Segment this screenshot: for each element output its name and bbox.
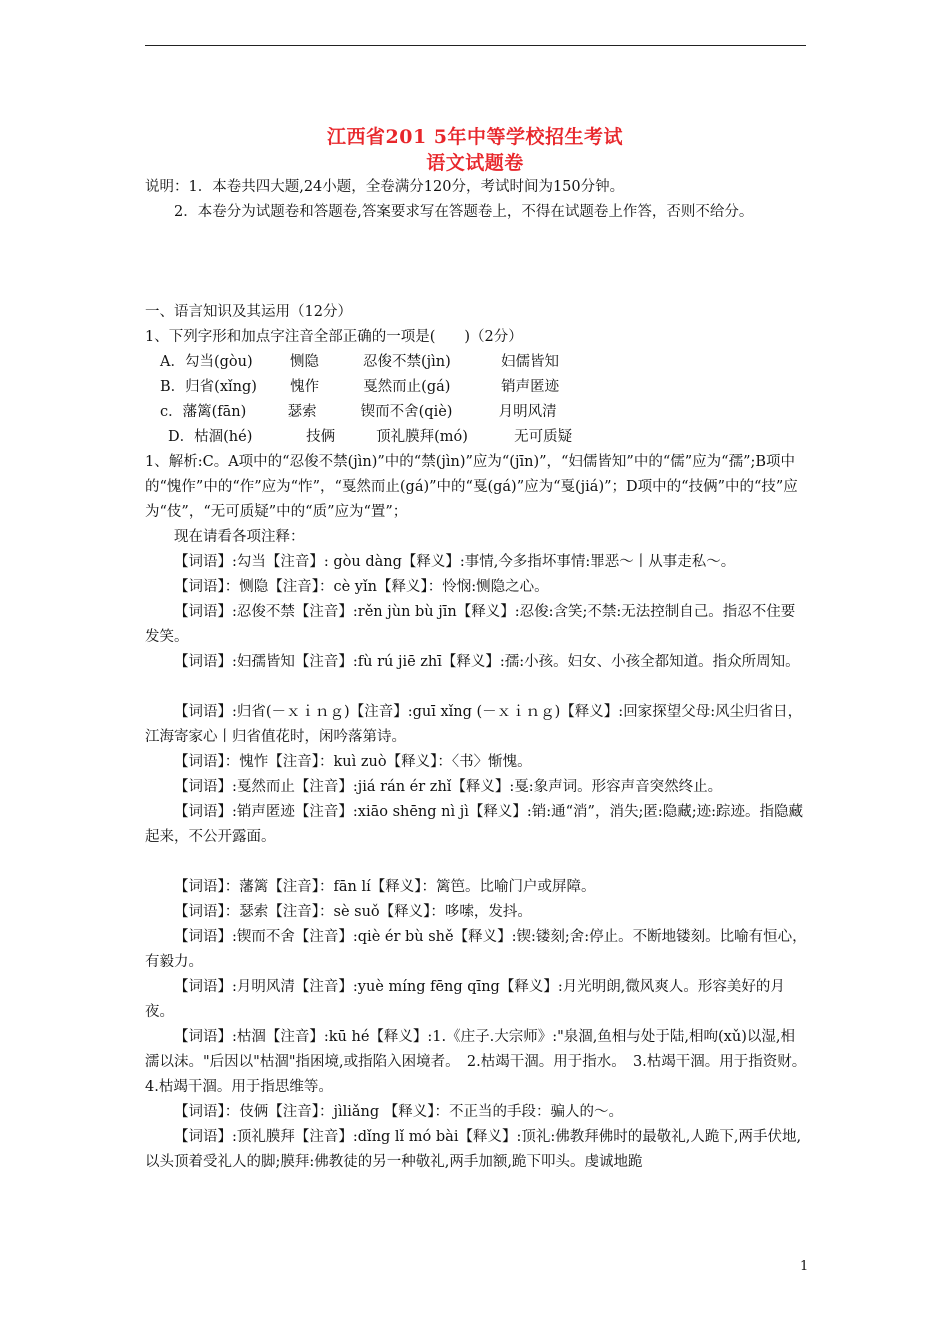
- notes-intro: 现在请看各项注释：: [174, 529, 305, 545]
- spacer: [145, 675, 807, 700]
- analysis: 1、解析:C。A项中的“忍俊不禁(jìn)”中的“禁(jìn)”应为“(jīn)”，“妇儒皆知”中的“儒”应为“孺”;B项中的“愧作”中的“作”应为“怍”，“戛然而止(gá)”中的“戛(gá)”应为“戛(jiá)”；D项中的“技俩”中的“技”应为“伎”，“无可质疑”中的“质”应为“置”；: [145, 454, 798, 520]
- note: 【词语】：藩篱【注音】：fān lí【释义】：篱笆。比喻门户或屏障。: [174, 879, 596, 895]
- note: 【词语】：愧怍【注音】：kuì zuò【释义】：〈书〉惭愧。: [174, 754, 532, 770]
- option-d[interactable]: D．枯涸(hé) 技俩 顶礼膜拜(mó) 无可质疑: [168, 429, 573, 445]
- exam-subtitle: 语文试题卷: [426, 152, 524, 174]
- intro-line-1: 说明：1．本卷共四大题,24小题，全卷满分120分，考试时间为150分钟。: [145, 179, 625, 195]
- exam-title: 江西省201 5年中等学校招生考试: [327, 126, 623, 148]
- note: 【词语】：伎俩【注音】：jìliǎng 【释义】：不正当的手段：骗人的～。: [174, 1104, 624, 1120]
- note: 【词语】:忍俊不禁【注音】:rěn jùn bù jīn【释义】:忍俊:含笑;不禁:无法控制自己。指忍不住要发笑。: [145, 604, 796, 645]
- document-body: [145, 175, 814, 1175]
- spacer: [145, 225, 807, 300]
- note: 【词语】:枯涸【注音】:kū hé【释义】:1.《庄子.大宗师》:"泉涸,鱼相与处于陆,相呴(xǔ)以湿,相濡以沫。"后因以"枯涸"指困境,或指陷入困境者。 2.枯竭干涸。用于指水。 3.枯竭干涸。用于指资财。 4.枯竭干涸。用于指思维等。: [145, 1029, 814, 1095]
- header-rule: [145, 45, 806, 46]
- note: 【词语】:归省(－ｘｉｎｇ)【注音】:guī xǐng (－ｘｉｎｇ)【释义】:回家探望父母:风尘归省日，江海寄家心丨归省值花时，闲吟落第诗。: [145, 704, 803, 745]
- intro-line-2: 2．本卷分为试题卷和答题卷,答案要求写在答题卷上，不得在试题卷上作答，否则不给分。: [174, 204, 754, 220]
- note: 【词语】:勾当【注音】: gòu dàng【释义】:事情,今多指坏事情:罪恶～丨从事走私～。: [174, 554, 736, 570]
- option-a[interactable]: A．勾当(gòu) 恻隐 忍俊不禁(jìn) 妇儒皆知: [160, 354, 559, 370]
- note: 【词语】：瑟索【注音】：sè suǒ【释义】：哆嗦，发抖。: [174, 904, 532, 920]
- note: 【词语】:妇孺皆知【注音】:fù rú jiē zhī【释义】:孺:小孩。妇女、小孩全都知道。指众所周知。: [174, 654, 800, 670]
- option-b[interactable]: B．归省(xǐng) 愧作 戛然而止(gá) 销声匿迹: [160, 379, 560, 395]
- spacer: [145, 850, 807, 875]
- page-number: 1: [800, 1259, 809, 1274]
- option-c[interactable]: c．藩篱(fān) 瑟索 锲而不舍(qiè) 月明风清: [160, 404, 557, 420]
- note: 【词语】:锲而不舍【注音】:qiè ér bù shě【释义】:锲:镂刻;舍:停止。不断地镂刻。比喻有恒心，有毅力。: [145, 929, 807, 970]
- question-1: 1、下列字形和加点字注音全部正确的一项是( )（2分）: [145, 329, 523, 345]
- section-heading: 一、语言知识及其运用（12分）: [145, 304, 352, 320]
- note: 【词语】：恻隐【注音】：cè yǐn【释义】：怜悯:恻隐之心。: [174, 579, 549, 595]
- note: 【词语】:销声匿迹【注音】:xiāo shēng nì jì【释义】:销:通“消”，消失;匿:隐藏;迹:踪迹。指隐藏起来，不公开露面。: [145, 804, 804, 845]
- note: 【词语】:顶礼膜拜【注音】:dǐng lǐ mó bài【释义】:顶礼:佛教拜佛时的最敬礼,人跪下,两手伏地,以头顶着受礼人的脚;膜拜:佛教徒的另一种敬礼,两手加额,跪下叩头。虔诚地跪: [145, 1129, 802, 1170]
- note: 【词语】:月明风清【注音】:yuè míng fēng qīng【释义】:月光明朗,微风爽人。形容美好的月夜。: [145, 979, 785, 1020]
- note: 【词语】:戛然而止【注音】:jiá rán ér zhǐ【释义】:戛:象声词。形容声音突然终止。: [174, 779, 723, 795]
